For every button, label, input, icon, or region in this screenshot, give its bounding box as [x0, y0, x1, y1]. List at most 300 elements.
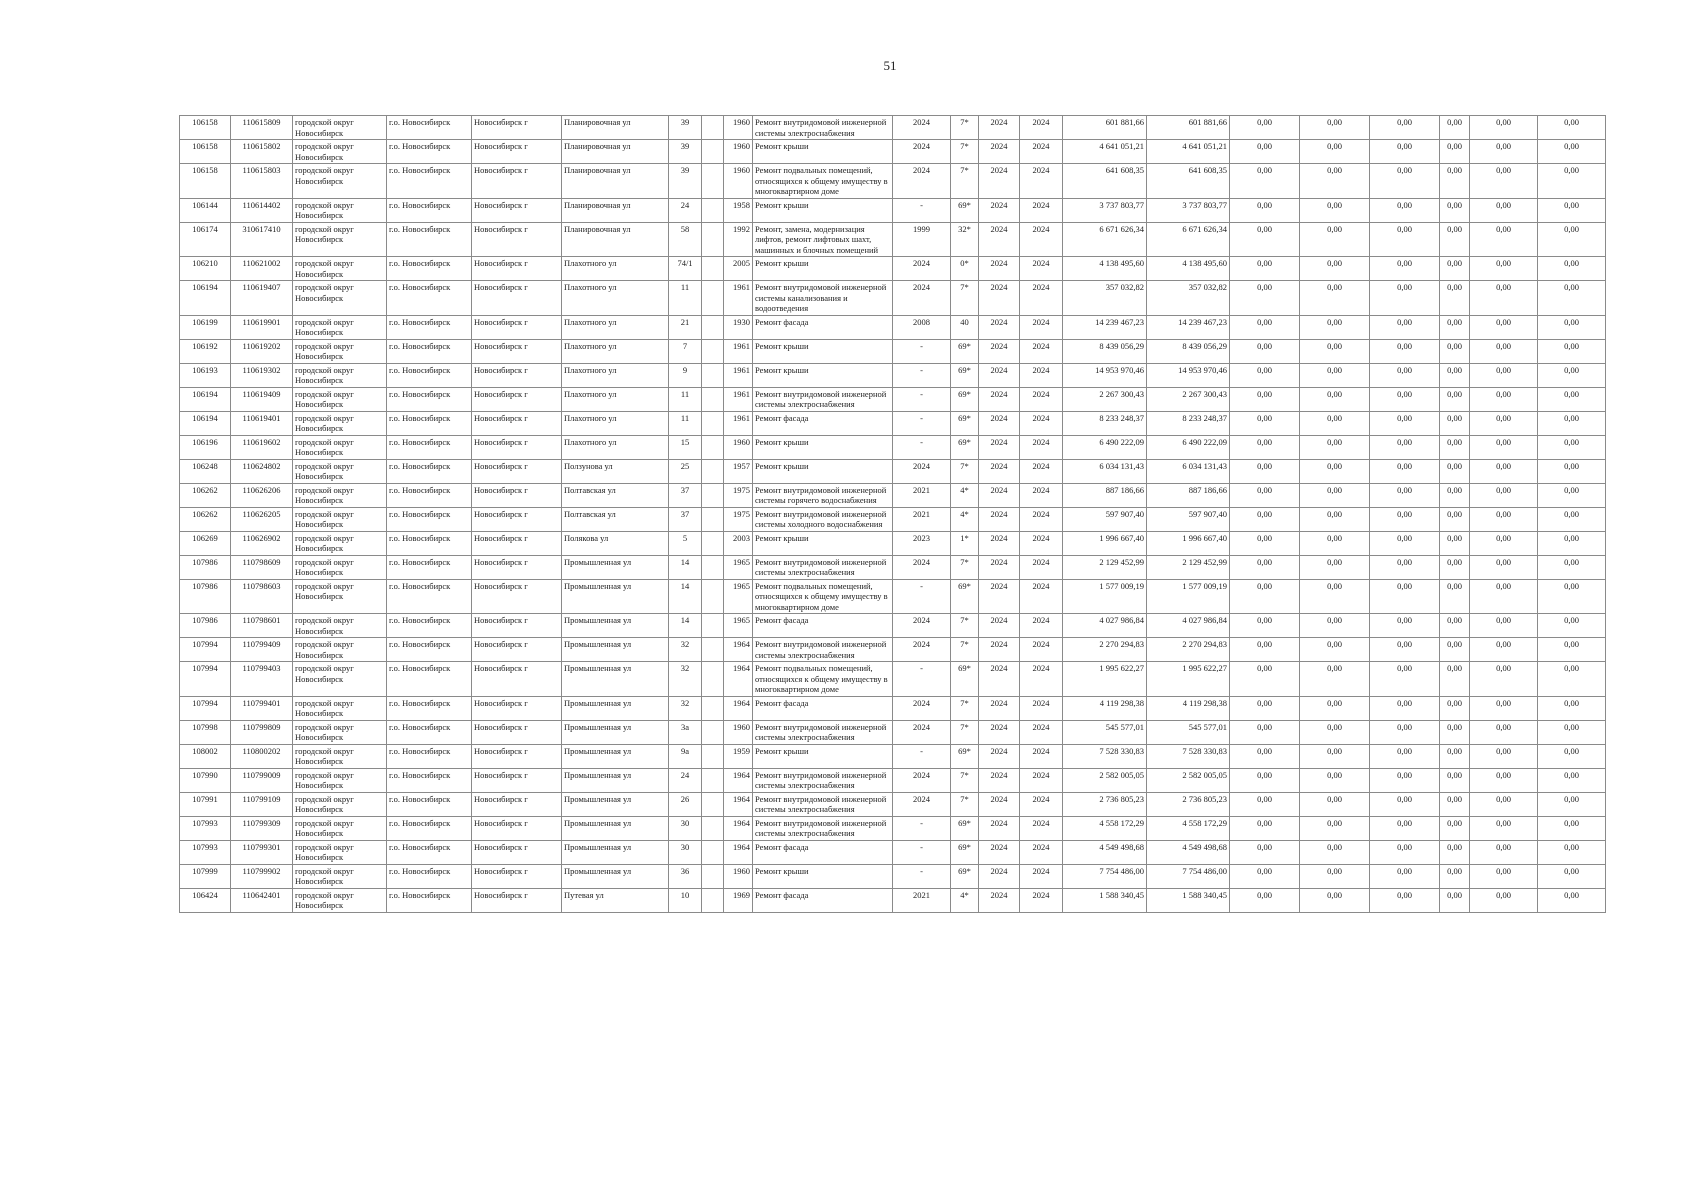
street-cell: Промышленная ул	[562, 864, 669, 888]
plan-end-cell: 2024	[1020, 281, 1063, 316]
building-cell	[702, 555, 724, 579]
record-id-cell: 110799009	[231, 768, 293, 792]
last-repair-year-cell: 2024	[893, 720, 951, 744]
other-1-cell: 0,00	[1440, 198, 1470, 222]
house-number-cell: 39	[669, 164, 702, 199]
total-cost-cell: 7 754 486,00	[1063, 864, 1147, 888]
record-id-cell: 110799409	[231, 638, 293, 662]
locality-cell: Новосибирск г	[472, 531, 562, 555]
street-cell: Промышленная ул	[562, 555, 669, 579]
fund-cost-cell: 601 881,66	[1147, 116, 1230, 140]
other-1-cell: 0,00	[1440, 888, 1470, 912]
other-1-cell: 0,00	[1440, 744, 1470, 768]
table-row	[180, 614, 1606, 638]
house-id-cell: 108002	[180, 744, 231, 768]
other-1-cell: 0,00	[1440, 696, 1470, 720]
work-type-cell: Ремонт фасада	[753, 696, 893, 720]
table-row	[180, 638, 1606, 662]
plan-end-cell: 2024	[1020, 888, 1063, 912]
street-cell: Промышленная ул	[562, 816, 669, 840]
table-row	[180, 840, 1606, 864]
plan-end-cell: 2024	[1020, 864, 1063, 888]
budget-local-cell: 0,00	[1370, 720, 1440, 744]
table-row	[180, 339, 1606, 363]
municipality-cell: городской округ Новосибирск	[293, 555, 387, 579]
street-cell: Планировочная ул	[562, 140, 669, 164]
work-type-cell: Ремонт внутридомовой инженерной системы холодного водоснабжения	[753, 507, 893, 531]
street-cell: Ползунова ул	[562, 459, 669, 483]
plan-end-cell: 2024	[1020, 363, 1063, 387]
build-year-cell: 1969	[724, 888, 753, 912]
street-cell: Промышленная ул	[562, 840, 669, 864]
work-type-cell: Ремонт внутридомовой инженерной системы электроснабжения	[753, 720, 893, 744]
budget-local-cell: 0,00	[1370, 864, 1440, 888]
work-type-cell: Ремонт крыши	[753, 435, 893, 459]
other-1-cell: 0,00	[1440, 638, 1470, 662]
other-1-cell: 0,00	[1440, 435, 1470, 459]
other-1-cell: 0,00	[1440, 720, 1470, 744]
other-3-cell: 0,00	[1538, 315, 1606, 339]
table-row	[180, 459, 1606, 483]
house-number-cell: 74/1	[669, 257, 702, 281]
municipality-cell: городской округ Новосибирск	[293, 768, 387, 792]
municipality-cell: городской округ Новосибирск	[293, 257, 387, 281]
house-id-cell: 106144	[180, 198, 231, 222]
budget-federal-cell: 0,00	[1230, 483, 1300, 507]
city-district-cell: г.о. Новосибирск	[387, 507, 472, 531]
fund-cost-cell: 6 490 222,09	[1147, 435, 1230, 459]
work-type-cell: Ремонт внутридомовой инженерной системы электроснабжения	[753, 387, 893, 411]
fund-cost-cell: 1 996 667,40	[1147, 531, 1230, 555]
locality-cell: Новосибирск г	[472, 222, 562, 257]
other-3-cell: 0,00	[1538, 662, 1606, 697]
plan-end-cell: 2024	[1020, 116, 1063, 140]
house-number-cell: 11	[669, 387, 702, 411]
house-number-cell: 24	[669, 768, 702, 792]
total-cost-cell: 8 439 056,29	[1063, 339, 1147, 363]
fund-cost-cell: 2 267 300,43	[1147, 387, 1230, 411]
house-number-cell: 14	[669, 555, 702, 579]
wear-cell: 7*	[951, 768, 979, 792]
house-id-cell: 107986	[180, 614, 231, 638]
record-id-cell: 110798603	[231, 579, 293, 614]
wear-cell: 69*	[951, 387, 979, 411]
other-1-cell: 0,00	[1440, 579, 1470, 614]
house-number-cell: 15	[669, 435, 702, 459]
plan-start-cell: 2024	[979, 816, 1020, 840]
municipality-cell: городской округ Новосибирск	[293, 531, 387, 555]
wear-cell: 69*	[951, 198, 979, 222]
budget-federal-cell: 0,00	[1230, 696, 1300, 720]
budget-federal-cell: 0,00	[1230, 315, 1300, 339]
house-id-cell: 106424	[180, 888, 231, 912]
build-year-cell: 1964	[724, 696, 753, 720]
last-repair-year-cell: 2024	[893, 164, 951, 199]
city-district-cell: г.о. Новосибирск	[387, 339, 472, 363]
house-number-cell: 32	[669, 662, 702, 697]
budget-federal-cell: 0,00	[1230, 864, 1300, 888]
budget-federal-cell: 0,00	[1230, 257, 1300, 281]
plan-end-cell: 2024	[1020, 222, 1063, 257]
house-id-cell: 107998	[180, 720, 231, 744]
total-cost-cell: 1 577 009,19	[1063, 579, 1147, 614]
other-2-cell: 0,00	[1470, 483, 1538, 507]
house-id-cell: 106158	[180, 116, 231, 140]
budget-regional-cell: 0,00	[1300, 116, 1370, 140]
other-1-cell: 0,00	[1440, 662, 1470, 697]
fund-cost-cell: 2 129 452,99	[1147, 555, 1230, 579]
last-repair-year-cell: 2024	[893, 638, 951, 662]
fund-cost-cell: 597 907,40	[1147, 507, 1230, 531]
street-cell: Промышленная ул	[562, 614, 669, 638]
other-2-cell: 0,00	[1470, 531, 1538, 555]
building-cell	[702, 483, 724, 507]
work-type-cell: Ремонт крыши	[753, 140, 893, 164]
other-3-cell: 0,00	[1538, 768, 1606, 792]
other-2-cell: 0,00	[1470, 198, 1538, 222]
work-type-cell: Ремонт фасада	[753, 840, 893, 864]
plan-start-cell: 2024	[979, 792, 1020, 816]
last-repair-year-cell: 2024	[893, 116, 951, 140]
locality-cell: Новосибирск г	[472, 411, 562, 435]
wear-cell: 7*	[951, 638, 979, 662]
other-2-cell: 0,00	[1470, 792, 1538, 816]
locality-cell: Новосибирск г	[472, 198, 562, 222]
table-row	[180, 483, 1606, 507]
other-2-cell: 0,00	[1470, 662, 1538, 697]
budget-regional-cell: 0,00	[1300, 696, 1370, 720]
wear-cell: 7*	[951, 696, 979, 720]
locality-cell: Новосибирск г	[472, 768, 562, 792]
plan-end-cell: 2024	[1020, 555, 1063, 579]
fund-cost-cell: 2 736 805,23	[1147, 792, 1230, 816]
work-type-cell: Ремонт внутридомовой инженерной системы электроснабжения	[753, 768, 893, 792]
budget-local-cell: 0,00	[1370, 638, 1440, 662]
budget-federal-cell: 0,00	[1230, 720, 1300, 744]
last-repair-year-cell: -	[893, 662, 951, 697]
other-2-cell: 0,00	[1470, 459, 1538, 483]
budget-regional-cell: 0,00	[1300, 387, 1370, 411]
municipality-cell: городской округ Новосибирск	[293, 315, 387, 339]
wear-cell: 4*	[951, 507, 979, 531]
record-id-cell: 110619401	[231, 411, 293, 435]
building-cell	[702, 435, 724, 459]
house-id-cell: 107999	[180, 864, 231, 888]
locality-cell: Новосибирск г	[472, 792, 562, 816]
wear-cell: 69*	[951, 363, 979, 387]
other-2-cell: 0,00	[1470, 387, 1538, 411]
total-cost-cell: 6 671 626,34	[1063, 222, 1147, 257]
record-id-cell: 110626205	[231, 507, 293, 531]
municipality-cell: городской округ Новосибирск	[293, 864, 387, 888]
budget-regional-cell: 0,00	[1300, 222, 1370, 257]
last-repair-year-cell: -	[893, 864, 951, 888]
last-repair-year-cell: 2021	[893, 483, 951, 507]
other-1-cell: 0,00	[1440, 387, 1470, 411]
city-district-cell: г.о. Новосибирск	[387, 768, 472, 792]
street-cell: Полтавская ул	[562, 483, 669, 507]
house-number-cell: 5	[669, 531, 702, 555]
municipality-cell: городской округ Новосибирск	[293, 281, 387, 316]
city-district-cell: г.о. Новосибирск	[387, 315, 472, 339]
total-cost-cell: 14 239 467,23	[1063, 315, 1147, 339]
city-district-cell: г.о. Новосибирск	[387, 638, 472, 662]
build-year-cell: 1964	[724, 638, 753, 662]
street-cell: Планировочная ул	[562, 198, 669, 222]
work-type-cell: Ремонт крыши	[753, 459, 893, 483]
plan-start-cell: 2024	[979, 483, 1020, 507]
last-repair-year-cell: 2021	[893, 888, 951, 912]
table-row	[180, 257, 1606, 281]
fund-cost-cell: 14 239 467,23	[1147, 315, 1230, 339]
other-1-cell: 0,00	[1440, 816, 1470, 840]
municipality-cell: городской округ Новосибирск	[293, 387, 387, 411]
wear-cell: 4*	[951, 888, 979, 912]
table-row	[180, 888, 1606, 912]
fund-cost-cell: 641 608,35	[1147, 164, 1230, 199]
total-cost-cell: 887 186,66	[1063, 483, 1147, 507]
budget-federal-cell: 0,00	[1230, 116, 1300, 140]
plan-start-cell: 2024	[979, 281, 1020, 316]
last-repair-year-cell: -	[893, 411, 951, 435]
street-cell: Полтавская ул	[562, 507, 669, 531]
other-2-cell: 0,00	[1470, 816, 1538, 840]
plan-start-cell: 2024	[979, 638, 1020, 662]
other-3-cell: 0,00	[1538, 507, 1606, 531]
build-year-cell: 1960	[724, 116, 753, 140]
last-repair-year-cell: -	[893, 339, 951, 363]
work-type-cell: Ремонт внутридомовой инженерной системы электроснабжения	[753, 792, 893, 816]
plan-end-cell: 2024	[1020, 483, 1063, 507]
other-1-cell: 0,00	[1440, 140, 1470, 164]
page-number: 51	[883, 58, 897, 73]
table-row	[180, 555, 1606, 579]
street-cell: Плахотного ул	[562, 363, 669, 387]
building-cell	[702, 744, 724, 768]
other-2-cell: 0,00	[1470, 696, 1538, 720]
city-district-cell: г.о. Новосибирск	[387, 435, 472, 459]
building-cell	[702, 315, 724, 339]
other-3-cell: 0,00	[1538, 339, 1606, 363]
house-number-cell: 7	[669, 339, 702, 363]
build-year-cell: 1961	[724, 281, 753, 316]
total-cost-cell: 4 027 986,84	[1063, 614, 1147, 638]
total-cost-cell: 4 119 298,38	[1063, 696, 1147, 720]
last-repair-year-cell: 2021	[893, 507, 951, 531]
record-id-cell: 110619407	[231, 281, 293, 316]
plan-start-cell: 2024	[979, 164, 1020, 199]
fund-cost-cell: 6 671 626,34	[1147, 222, 1230, 257]
table-row	[180, 864, 1606, 888]
other-2-cell: 0,00	[1470, 888, 1538, 912]
other-1-cell: 0,00	[1440, 257, 1470, 281]
house-id-cell: 107991	[180, 792, 231, 816]
plan-start-cell: 2024	[979, 720, 1020, 744]
total-cost-cell: 14 953 970,46	[1063, 363, 1147, 387]
building-cell	[702, 198, 724, 222]
budget-local-cell: 0,00	[1370, 792, 1440, 816]
street-cell: Промышленная ул	[562, 638, 669, 662]
street-cell: Промышленная ул	[562, 744, 669, 768]
street-cell: Плахотного ул	[562, 281, 669, 316]
work-type-cell: Ремонт крыши	[753, 864, 893, 888]
last-repair-year-cell: -	[893, 579, 951, 614]
budget-local-cell: 0,00	[1370, 816, 1440, 840]
work-type-cell: Ремонт, замена, модернизация лифтов, ремонт лифтовых шахт, машинных и блочных помещений	[753, 222, 893, 257]
municipality-cell: городской округ Новосибирск	[293, 638, 387, 662]
build-year-cell: 1964	[724, 662, 753, 697]
other-2-cell: 0,00	[1470, 339, 1538, 363]
budget-federal-cell: 0,00	[1230, 507, 1300, 531]
budget-regional-cell: 0,00	[1300, 531, 1370, 555]
municipality-cell: городской округ Новосибирск	[293, 696, 387, 720]
other-1-cell: 0,00	[1440, 164, 1470, 199]
municipality-cell: городской округ Новосибирск	[293, 888, 387, 912]
fund-cost-cell: 1 995 622,27	[1147, 662, 1230, 697]
house-number-cell: 11	[669, 281, 702, 316]
table-row	[180, 116, 1606, 140]
building-cell	[702, 768, 724, 792]
house-id-cell: 106269	[180, 531, 231, 555]
other-2-cell: 0,00	[1470, 140, 1538, 164]
other-1-cell: 0,00	[1440, 315, 1470, 339]
budget-regional-cell: 0,00	[1300, 257, 1370, 281]
other-2-cell: 0,00	[1470, 744, 1538, 768]
table-row	[180, 768, 1606, 792]
plan-end-cell: 2024	[1020, 507, 1063, 531]
locality-cell: Новосибирск г	[472, 140, 562, 164]
work-type-cell: Ремонт внутридомовой инженерной системы горячего водоснабжения	[753, 483, 893, 507]
city-district-cell: г.о. Новосибирск	[387, 257, 472, 281]
record-id-cell: 110619602	[231, 435, 293, 459]
record-id-cell: 110621002	[231, 257, 293, 281]
budget-regional-cell: 0,00	[1300, 888, 1370, 912]
fund-cost-cell: 8 439 056,29	[1147, 339, 1230, 363]
last-repair-year-cell: 2024	[893, 459, 951, 483]
other-3-cell: 0,00	[1538, 483, 1606, 507]
work-type-cell: Ремонт подвальных помещений, относящихся к общему имуществу в многоквартирном доме	[753, 662, 893, 697]
record-id-cell: 110799809	[231, 720, 293, 744]
last-repair-year-cell: 1999	[893, 222, 951, 257]
other-3-cell: 0,00	[1538, 459, 1606, 483]
total-cost-cell: 2 736 805,23	[1063, 792, 1147, 816]
building-cell	[702, 257, 724, 281]
municipality-cell: городской округ Новосибирск	[293, 507, 387, 531]
street-cell: Плахотного ул	[562, 315, 669, 339]
city-district-cell: г.о. Новосибирск	[387, 116, 472, 140]
wear-cell: 32*	[951, 222, 979, 257]
municipality-cell: городской округ Новосибирск	[293, 840, 387, 864]
city-district-cell: г.о. Новосибирск	[387, 387, 472, 411]
last-repair-year-cell: 2024	[893, 792, 951, 816]
building-cell	[702, 696, 724, 720]
street-cell: Планировочная ул	[562, 116, 669, 140]
other-2-cell: 0,00	[1470, 435, 1538, 459]
other-3-cell: 0,00	[1538, 411, 1606, 435]
build-year-cell: 1960	[724, 435, 753, 459]
build-year-cell: 1992	[724, 222, 753, 257]
house-id-cell: 106194	[180, 387, 231, 411]
city-district-cell: г.о. Новосибирск	[387, 164, 472, 199]
street-cell: Путевая ул	[562, 888, 669, 912]
fund-cost-cell: 545 577,01	[1147, 720, 1230, 744]
total-cost-cell: 1 995 622,27	[1063, 662, 1147, 697]
plan-start-cell: 2024	[979, 411, 1020, 435]
building-cell	[702, 164, 724, 199]
street-cell: Полякова ул	[562, 531, 669, 555]
fund-cost-cell: 4 549 498,68	[1147, 840, 1230, 864]
budget-local-cell: 0,00	[1370, 411, 1440, 435]
street-cell: Промышленная ул	[562, 720, 669, 744]
house-id-cell: 106262	[180, 483, 231, 507]
municipality-cell: городской округ Новосибирск	[293, 435, 387, 459]
building-cell	[702, 140, 724, 164]
work-type-cell: Ремонт крыши	[753, 257, 893, 281]
budget-federal-cell: 0,00	[1230, 792, 1300, 816]
build-year-cell: 1975	[724, 507, 753, 531]
budget-regional-cell: 0,00	[1300, 555, 1370, 579]
other-3-cell: 0,00	[1538, 387, 1606, 411]
table-row	[180, 696, 1606, 720]
work-type-cell: Ремонт фасада	[753, 614, 893, 638]
plan-end-cell: 2024	[1020, 387, 1063, 411]
total-cost-cell: 6 490 222,09	[1063, 435, 1147, 459]
build-year-cell: 1965	[724, 555, 753, 579]
other-2-cell: 0,00	[1470, 614, 1538, 638]
locality-cell: Новосибирск г	[472, 339, 562, 363]
municipality-cell: городской округ Новосибирск	[293, 720, 387, 744]
table-body	[180, 116, 1606, 913]
house-id-cell: 106262	[180, 507, 231, 531]
record-id-cell: 110799902	[231, 864, 293, 888]
locality-cell: Новосибирск г	[472, 638, 562, 662]
municipality-cell: городской округ Новосибирск	[293, 459, 387, 483]
house-id-cell: 106194	[180, 411, 231, 435]
plan-start-cell: 2024	[979, 198, 1020, 222]
building-cell	[702, 614, 724, 638]
building-cell	[702, 816, 724, 840]
building-cell	[702, 222, 724, 257]
street-cell: Промышленная ул	[562, 792, 669, 816]
budget-regional-cell: 0,00	[1300, 744, 1370, 768]
last-repair-year-cell: -	[893, 363, 951, 387]
other-1-cell: 0,00	[1440, 459, 1470, 483]
budget-regional-cell: 0,00	[1300, 579, 1370, 614]
street-cell: Промышленная ул	[562, 696, 669, 720]
record-id-cell: 110799109	[231, 792, 293, 816]
plan-end-cell: 2024	[1020, 411, 1063, 435]
plan-start-cell: 2024	[979, 614, 1020, 638]
other-2-cell: 0,00	[1470, 720, 1538, 744]
other-1-cell: 0,00	[1440, 339, 1470, 363]
locality-cell: Новосибирск г	[472, 116, 562, 140]
last-repair-year-cell: 2008	[893, 315, 951, 339]
budget-local-cell: 0,00	[1370, 363, 1440, 387]
house-number-cell: 9а	[669, 744, 702, 768]
plan-start-cell: 2024	[979, 696, 1020, 720]
plan-start-cell: 2024	[979, 555, 1020, 579]
record-id-cell: 110624802	[231, 459, 293, 483]
plan-start-cell: 2024	[979, 459, 1020, 483]
other-1-cell: 0,00	[1440, 614, 1470, 638]
other-3-cell: 0,00	[1538, 164, 1606, 199]
city-district-cell: г.о. Новосибирск	[387, 459, 472, 483]
locality-cell: Новосибирск г	[472, 257, 562, 281]
house-number-cell: 14	[669, 614, 702, 638]
budget-local-cell: 0,00	[1370, 507, 1440, 531]
house-id-cell: 106158	[180, 140, 231, 164]
budget-regional-cell: 0,00	[1300, 720, 1370, 744]
